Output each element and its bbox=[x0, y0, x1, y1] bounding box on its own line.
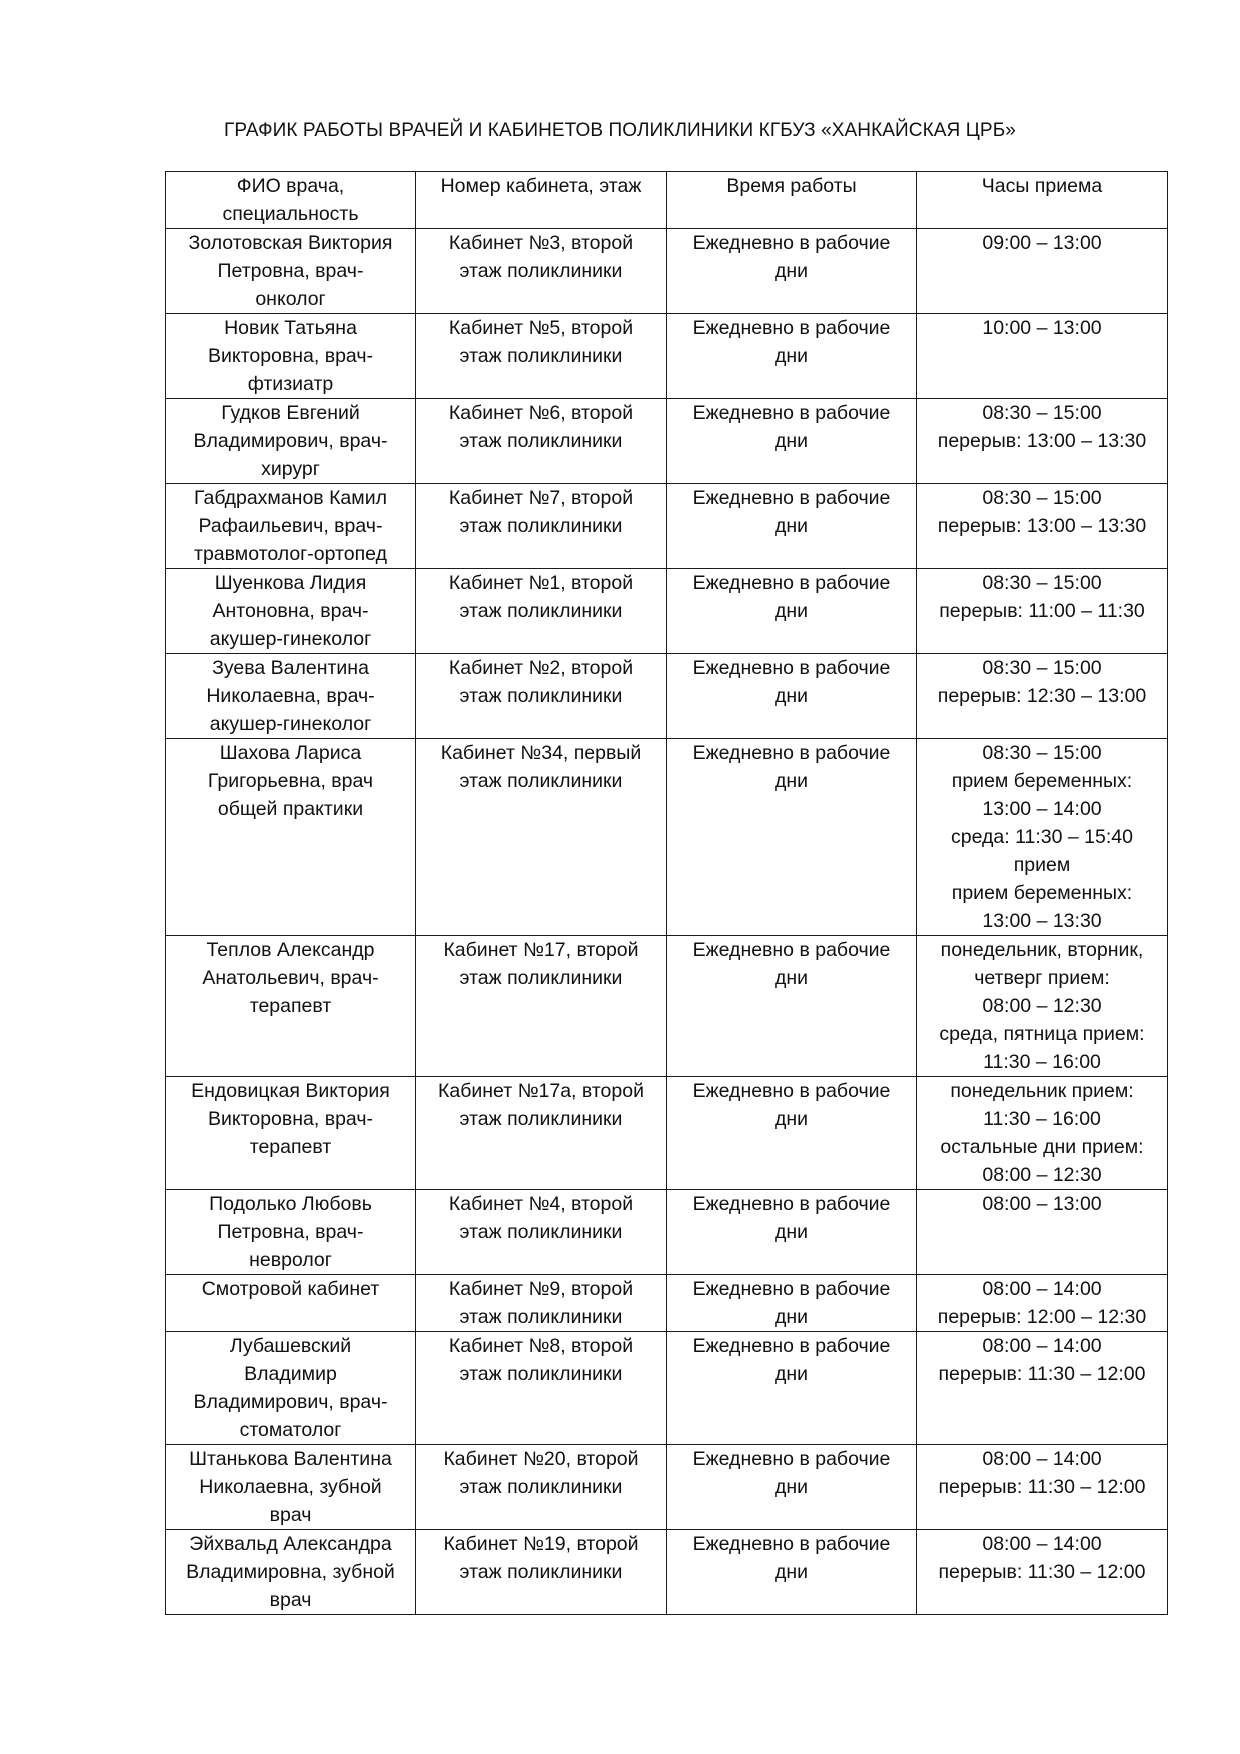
room-cell: Кабинет №7, второй этаж поликлиники bbox=[416, 484, 667, 569]
work-time-cell: Ежедневно в рабочие дни bbox=[667, 936, 917, 1077]
hours-cell: 08:30 – 15:00 перерыв: 12:30 – 13:00 bbox=[917, 654, 1168, 739]
table-row bbox=[166, 1445, 1168, 1530]
doctor-cell: Шуенкова Лидия Антоновна, врач- акушер-гинеколог bbox=[166, 569, 416, 654]
work-time-cell: Ежедневно в рабочие дни bbox=[667, 1190, 917, 1275]
table-row bbox=[166, 1275, 1168, 1332]
hours-cell: 08:00 – 13:00 bbox=[917, 1190, 1168, 1275]
doctor-cell: Теплов Александр Анатольевич, врач- терапевт bbox=[166, 936, 416, 1077]
hours-cell: 08:00 – 14:00 перерыв: 11:30 – 12:00 bbox=[917, 1445, 1168, 1530]
work-time-cell: Ежедневно в рабочие дни bbox=[667, 1275, 917, 1332]
header-room: Номер кабинета, этаж bbox=[416, 172, 667, 229]
hours-cell: 08:00 – 14:00 перерыв: 11:30 – 12:00 bbox=[917, 1332, 1168, 1445]
doctor-cell: Зуева Валентина Николаевна, врач- акушер-гинеколог bbox=[166, 654, 416, 739]
room-cell: Кабинет №20, второй этаж поликлиники bbox=[416, 1445, 667, 1530]
doctor-cell: Гудков Евгений Владимирович, врач- хирург bbox=[166, 399, 416, 484]
doctor-cell: Новик Татьяна Викторовна, врач- фтизиатр bbox=[166, 314, 416, 399]
doctor-cell: Штанькова Валентина Николаевна, зубной врач bbox=[166, 1445, 416, 1530]
hours-cell: 09:00 – 13:00 bbox=[917, 229, 1168, 314]
room-cell: Кабинет №5, второй этаж поликлиники bbox=[416, 314, 667, 399]
work-time-cell: Ежедневно в рабочие дни bbox=[667, 569, 917, 654]
header-hours: Часы приема bbox=[917, 172, 1168, 229]
work-time-cell: Ежедневно в рабочие дни bbox=[667, 1077, 917, 1190]
room-cell: Кабинет №17а, второй этаж поликлиники bbox=[416, 1077, 667, 1190]
table-row bbox=[166, 1530, 1168, 1615]
doctor-cell: Подолько Любовь Петровна, врач- невролог bbox=[166, 1190, 416, 1275]
doctor-cell: Шахова Лариса Григорьевна, врач общей практики bbox=[166, 739, 416, 936]
table-row bbox=[166, 739, 1168, 936]
hours-cell: 08:30 – 15:00 перерыв: 13:00 – 13:30 bbox=[917, 484, 1168, 569]
room-cell: Кабинет №8, второй этаж поликлиники bbox=[416, 1332, 667, 1445]
room-cell: Кабинет №6, второй этаж поликлиники bbox=[416, 399, 667, 484]
work-time-cell: Ежедневно в рабочие дни bbox=[667, 1332, 917, 1445]
hours-cell: понедельник прием: 11:30 – 16:00 остальные дни прием: 08:00 – 12:30 bbox=[917, 1077, 1168, 1190]
header-work-time: Время работы bbox=[667, 172, 917, 229]
doctor-cell: Ендовицкая Виктория Викторовна, врач- терапевт bbox=[166, 1077, 416, 1190]
doctor-cell: Эйхвальд Александра Владимировна, зубной врач bbox=[166, 1530, 416, 1615]
hours-cell: 08:00 – 14:00 перерыв: 11:30 – 12:00 bbox=[917, 1530, 1168, 1615]
work-time-cell: Ежедневно в рабочие дни bbox=[667, 229, 917, 314]
work-time-cell: Ежедневно в рабочие дни bbox=[667, 314, 917, 399]
header-row bbox=[166, 172, 1168, 229]
work-time-cell: Ежедневно в рабочие дни bbox=[667, 654, 917, 739]
work-time-cell: Ежедневно в рабочие дни bbox=[667, 739, 917, 936]
doctor-cell: Габдрахманов Камил Рафаильевич, врач- травмотолог-ортопед bbox=[166, 484, 416, 569]
hours-cell: 10:00 – 13:00 bbox=[917, 314, 1168, 399]
table-row bbox=[166, 1332, 1168, 1445]
doctor-cell: Золотовская Виктория Петровна, врач- онколог bbox=[166, 229, 416, 314]
table-row bbox=[166, 936, 1168, 1077]
schedule-table bbox=[165, 171, 1168, 1615]
room-cell: Кабинет №34, первый этаж поликлиники bbox=[416, 739, 667, 936]
work-time-cell: Ежедневно в рабочие дни bbox=[667, 399, 917, 484]
table-row bbox=[166, 654, 1168, 739]
header-doctor: ФИО врача, специальность bbox=[166, 172, 416, 229]
hours-cell: 08:30 – 15:00 прием беременных: 13:00 – 14:00 среда: 11:30 – 15:40 прием прием беременных: 13:00 – 13:30 bbox=[917, 739, 1168, 936]
room-cell: Кабинет №2, второй этаж поликлиники bbox=[416, 654, 667, 739]
room-cell: Кабинет №4, второй этаж поликлиники bbox=[416, 1190, 667, 1275]
table-row bbox=[166, 1190, 1168, 1275]
work-time-cell: Ежедневно в рабочие дни bbox=[667, 1530, 917, 1615]
work-time-cell: Ежедневно в рабочие дни bbox=[667, 484, 917, 569]
hours-cell: 08:30 – 15:00 перерыв: 11:00 – 11:30 bbox=[917, 569, 1168, 654]
table-row bbox=[166, 484, 1168, 569]
hours-cell: 08:00 – 14:00 перерыв: 12:00 – 12:30 bbox=[917, 1275, 1168, 1332]
table-row bbox=[166, 229, 1168, 314]
work-time-cell: Ежедневно в рабочие дни bbox=[667, 1445, 917, 1530]
doctor-cell: Смотровой кабинет bbox=[166, 1275, 416, 1332]
table-row bbox=[166, 314, 1168, 399]
room-cell: Кабинет №3, второй этаж поликлиники bbox=[416, 229, 667, 314]
room-cell: Кабинет №19, второй этаж поликлиники bbox=[416, 1530, 667, 1615]
hours-cell: 08:30 – 15:00 перерыв: 13:00 – 13:30 bbox=[917, 399, 1168, 484]
document-title: ГРАФИК РАБОТЫ ВРАЧЕЙ И КАБИНЕТОВ ПОЛИКЛИНИКИ КГБУЗ «ХАНКАЙСКАЯ ЦРБ» bbox=[224, 120, 1016, 141]
table-row bbox=[166, 569, 1168, 654]
hours-cell: понедельник, вторник, четверг прием: 08:00 – 12:30 среда, пятница прием: 11:30 – 16:00 bbox=[917, 936, 1168, 1077]
doctor-cell: Лубашевский Владимир Владимирович, врач- стоматолог bbox=[166, 1332, 416, 1445]
table-row bbox=[166, 399, 1168, 484]
room-cell: Кабинет №1, второй этаж поликлиники bbox=[416, 569, 667, 654]
room-cell: Кабинет №17, второй этаж поликлиники bbox=[416, 936, 667, 1077]
room-cell: Кабинет №9, второй этаж поликлиники bbox=[416, 1275, 667, 1332]
table-row bbox=[166, 1077, 1168, 1190]
